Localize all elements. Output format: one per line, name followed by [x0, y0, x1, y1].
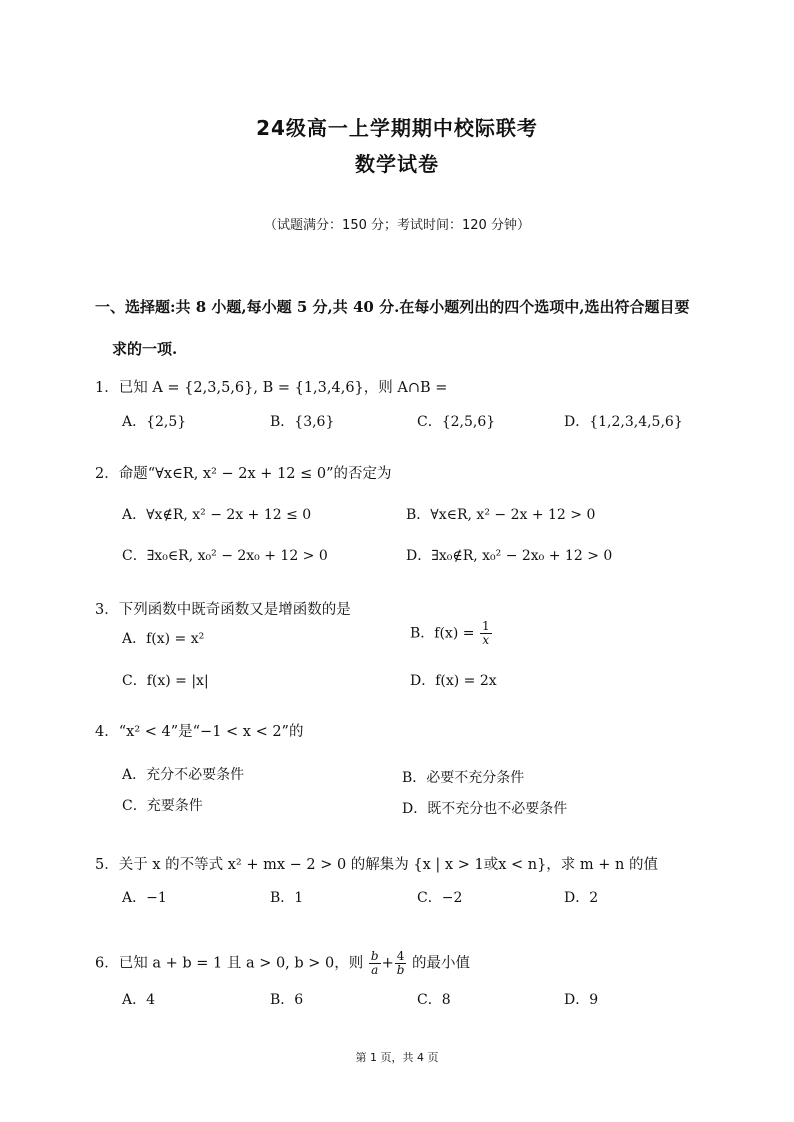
exam-meta: （试题满分：150 分；考试时间：120 分钟） — [264, 218, 530, 233]
question-2-option-c: C．∃x₀∈R, x₀² − 2x₀ + 12 > 0 — [122, 548, 328, 564]
question-6-option-b: B．6 — [270, 992, 304, 1008]
question-2-option-a: A．∀x∉R, x² − 2x + 12 ≤ 0 — [122, 507, 312, 523]
fraction-denominator: a — [371, 963, 379, 977]
question-3-option-d: D．f(x) = 2x — [410, 673, 497, 689]
exam-title: 24级高一上学期期中校际联考 — [256, 116, 538, 140]
question-5-option-a: A．−1 — [122, 890, 167, 906]
question-3-option-b — [410, 620, 493, 647]
question-4-option-d: D．既不充分也不必要条件 — [402, 801, 568, 817]
question-5-option-d: D．2 — [564, 890, 599, 906]
question-4-option-c: C．充要条件 — [122, 798, 203, 814]
question-1-stem: 1．已知 A = {2,3,5,6}, B = {1,3,4,6}，则 A∩B = — [95, 380, 448, 396]
question-5-option-c: C．−2 — [417, 890, 463, 906]
section-heading-line1: 一、选择题:共 8 小题,每小题 5 分,共 40 分.在每小题列出的四个选项中,选出符合题目要 — [95, 298, 690, 316]
question-3-stem: 3．下列函数中既奇函数又是增函数的是 — [95, 602, 351, 618]
question-6-stem-part-b: 的最小值 — [411, 955, 470, 972]
question-6-stem-part-a: 6．已知 a + b = 1 且 a > 0, b > 0，则 — [95, 955, 364, 972]
question-3-option-b-prefix: B．f(x) = — [410, 625, 475, 642]
section-heading-line2: 求的一项. — [112, 340, 178, 358]
question-2-option-b: B．∀x∈R, x² − 2x + 12 > 0 — [406, 507, 596, 523]
question-4-option-b: B．必要不充分条件 — [402, 770, 525, 786]
question-1-option-c: C．{2,5,6} — [417, 414, 496, 430]
question-4-option-a: A．充分不必要条件 — [122, 767, 245, 783]
question-4-stem: 4．“x² < 4”是“−1 < x < 2”的 — [95, 724, 304, 740]
fraction-4-over-b — [395, 950, 407, 977]
fraction-numerator: 1 — [481, 619, 490, 633]
fraction-numerator: 4 — [396, 949, 405, 963]
question-6-option-c: C．8 — [417, 992, 451, 1008]
question-6-option-a: A．4 — [122, 992, 156, 1008]
fraction-one-over-x — [480, 620, 492, 647]
page-number: 第 1 页，共 4 页 — [355, 1051, 439, 1064]
question-2-stem: 2．命题“∀x∈R, x² − 2x + 12 ≤ 0”的否定为 — [95, 466, 392, 482]
question-3-option-c: C．f(x) = |x| — [122, 673, 209, 689]
question-1-option-a: A．{2,5} — [122, 414, 187, 430]
exam-subject: 数学试卷 — [355, 152, 439, 176]
plus-sign: + — [381, 955, 394, 972]
question-2-option-d: D．∃x₀∉R, x₀² − 2x₀ + 12 > 0 — [406, 548, 613, 564]
question-3-option-a: A．f(x) = x² — [122, 631, 205, 647]
question-6-option-d: D．9 — [564, 992, 599, 1008]
fraction-denominator: x — [482, 633, 490, 647]
fraction-numerator: b — [370, 949, 379, 963]
question-1-option-b: B．{3,6} — [270, 414, 335, 430]
question-1-option-d: D．{1,2,3,4,5,6} — [564, 414, 683, 430]
question-5-stem: 5．关于 x 的不等式 x² + mx − 2 > 0 的解集为 {x | x > 1或x < n}，求 m + n 的值 — [95, 857, 658, 873]
question-5-option-b: B．1 — [270, 890, 304, 906]
fraction-b-over-a — [369, 950, 381, 977]
question-6-stem — [95, 950, 470, 977]
fraction-denominator: b — [396, 963, 405, 977]
